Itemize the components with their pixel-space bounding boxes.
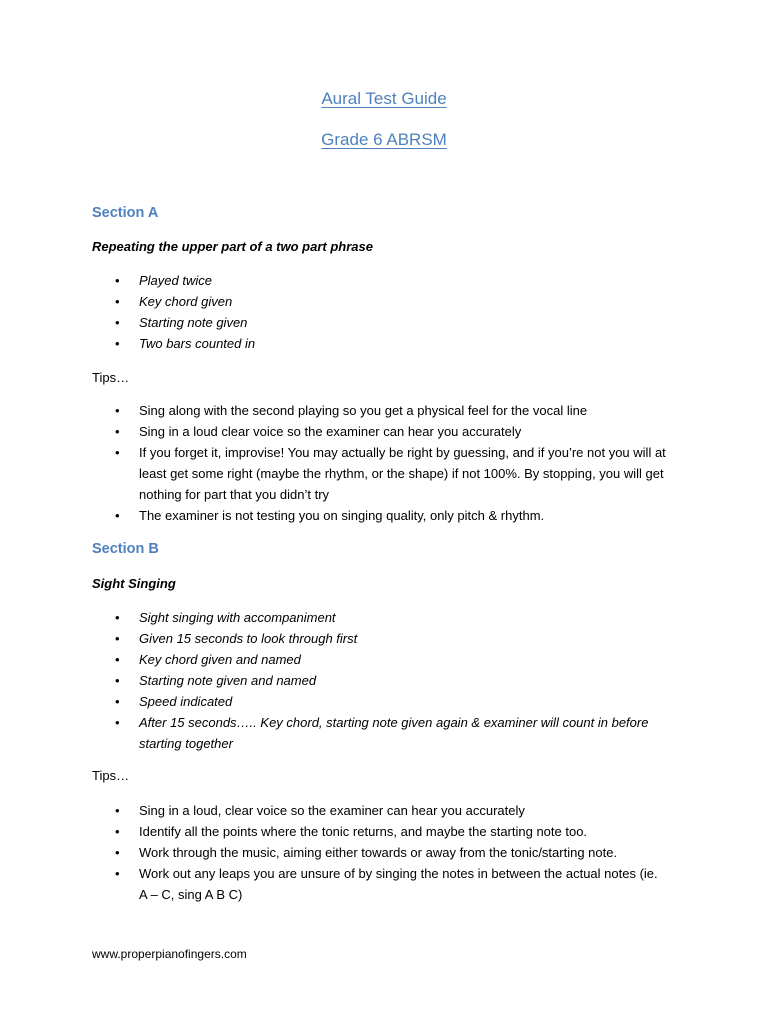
bullet-icon: •: [115, 824, 120, 839]
list-item: • Work through the music, aiming either towards or away from the tonic/starting note.: [0, 842, 768, 863]
section-b-subheading: Sight Singing: [92, 576, 176, 591]
section-b-heading: Section B: [92, 541, 159, 557]
bullet-icon: •: [115, 694, 120, 709]
bullet-icon: •: [115, 294, 120, 309]
bullet-icon: •: [115, 403, 120, 418]
section-b-tips-label: Tips…: [92, 768, 130, 783]
bullet-icon: •: [115, 315, 120, 330]
bullet-icon: •: [115, 866, 120, 881]
bullet-icon: •: [115, 336, 120, 351]
list-item: • Starting note given: [0, 312, 768, 333]
list-item: • Speed indicated: [0, 691, 768, 712]
list-item: • Two bars counted in: [0, 333, 768, 354]
bullet-icon: •: [115, 673, 120, 688]
section-a-tips-label: Tips…: [92, 370, 130, 385]
bullet-icon: •: [115, 424, 120, 439]
bullet-icon: •: [115, 508, 120, 523]
section-b-points-list: [0, 607, 768, 754]
bullet-icon: •: [115, 273, 120, 288]
list-item: • Sight singing with accompaniment: [0, 607, 768, 628]
list-item: • Key chord given and named: [0, 649, 768, 670]
list-item: • Key chord given: [0, 291, 768, 312]
bullet-icon: •: [115, 652, 120, 667]
document-title: Aural Test Guide: [321, 89, 447, 108]
document-subtitle: Grade 6 ABRSM: [321, 130, 447, 149]
list-item: • Starting note given and named: [0, 670, 768, 691]
list-item: • Identify all the points where the tonic returns, and maybe the starting note too.: [0, 821, 768, 842]
bullet-icon: •: [115, 803, 120, 818]
section-b-tips-list: [0, 800, 768, 905]
section-a-heading: Section A: [92, 205, 159, 221]
list-item: • Sing along with the second playing so you get a physical feel for the vocal line: [0, 400, 768, 421]
list-item: • If you forget it, improvise! You may actually be right by guessing, and if you’re not you will at least get some right (maybe the rhythm, or the shape) if not 100%. By stopping, you will get nothing for part that you didn’t try: [0, 442, 768, 505]
list-item: • The examiner is not testing you on singing quality, only pitch & rhythm.: [0, 505, 768, 526]
section-a-tips-list: [0, 400, 768, 526]
list-item: • After 15 seconds….. Key chord, starting note given again & examiner will count in before starting together: [0, 712, 768, 754]
bullet-icon: •: [115, 631, 120, 646]
list-item: • Played twice: [0, 270, 768, 291]
bullet-icon: •: [115, 445, 120, 460]
section-a-subheading: Repeating the upper part of a two part phrase: [92, 239, 373, 254]
bullet-icon: •: [115, 845, 120, 860]
section-a-points-list: [0, 270, 768, 354]
list-item: • Work out any leaps you are unsure of by singing the notes in between the actual notes (ie. A – C, sing A B C): [0, 863, 768, 905]
list-item: • Sing in a loud clear voice so the examiner can hear you accurately: [0, 421, 768, 442]
bullet-icon: •: [115, 610, 120, 625]
bullet-icon: •: [115, 715, 120, 730]
footer-website: www.properpianofingers.com: [92, 947, 247, 961]
list-item: • Given 15 seconds to look through first: [0, 628, 768, 649]
list-item: • Sing in a loud, clear voice so the examiner can hear you accurately: [0, 800, 768, 821]
